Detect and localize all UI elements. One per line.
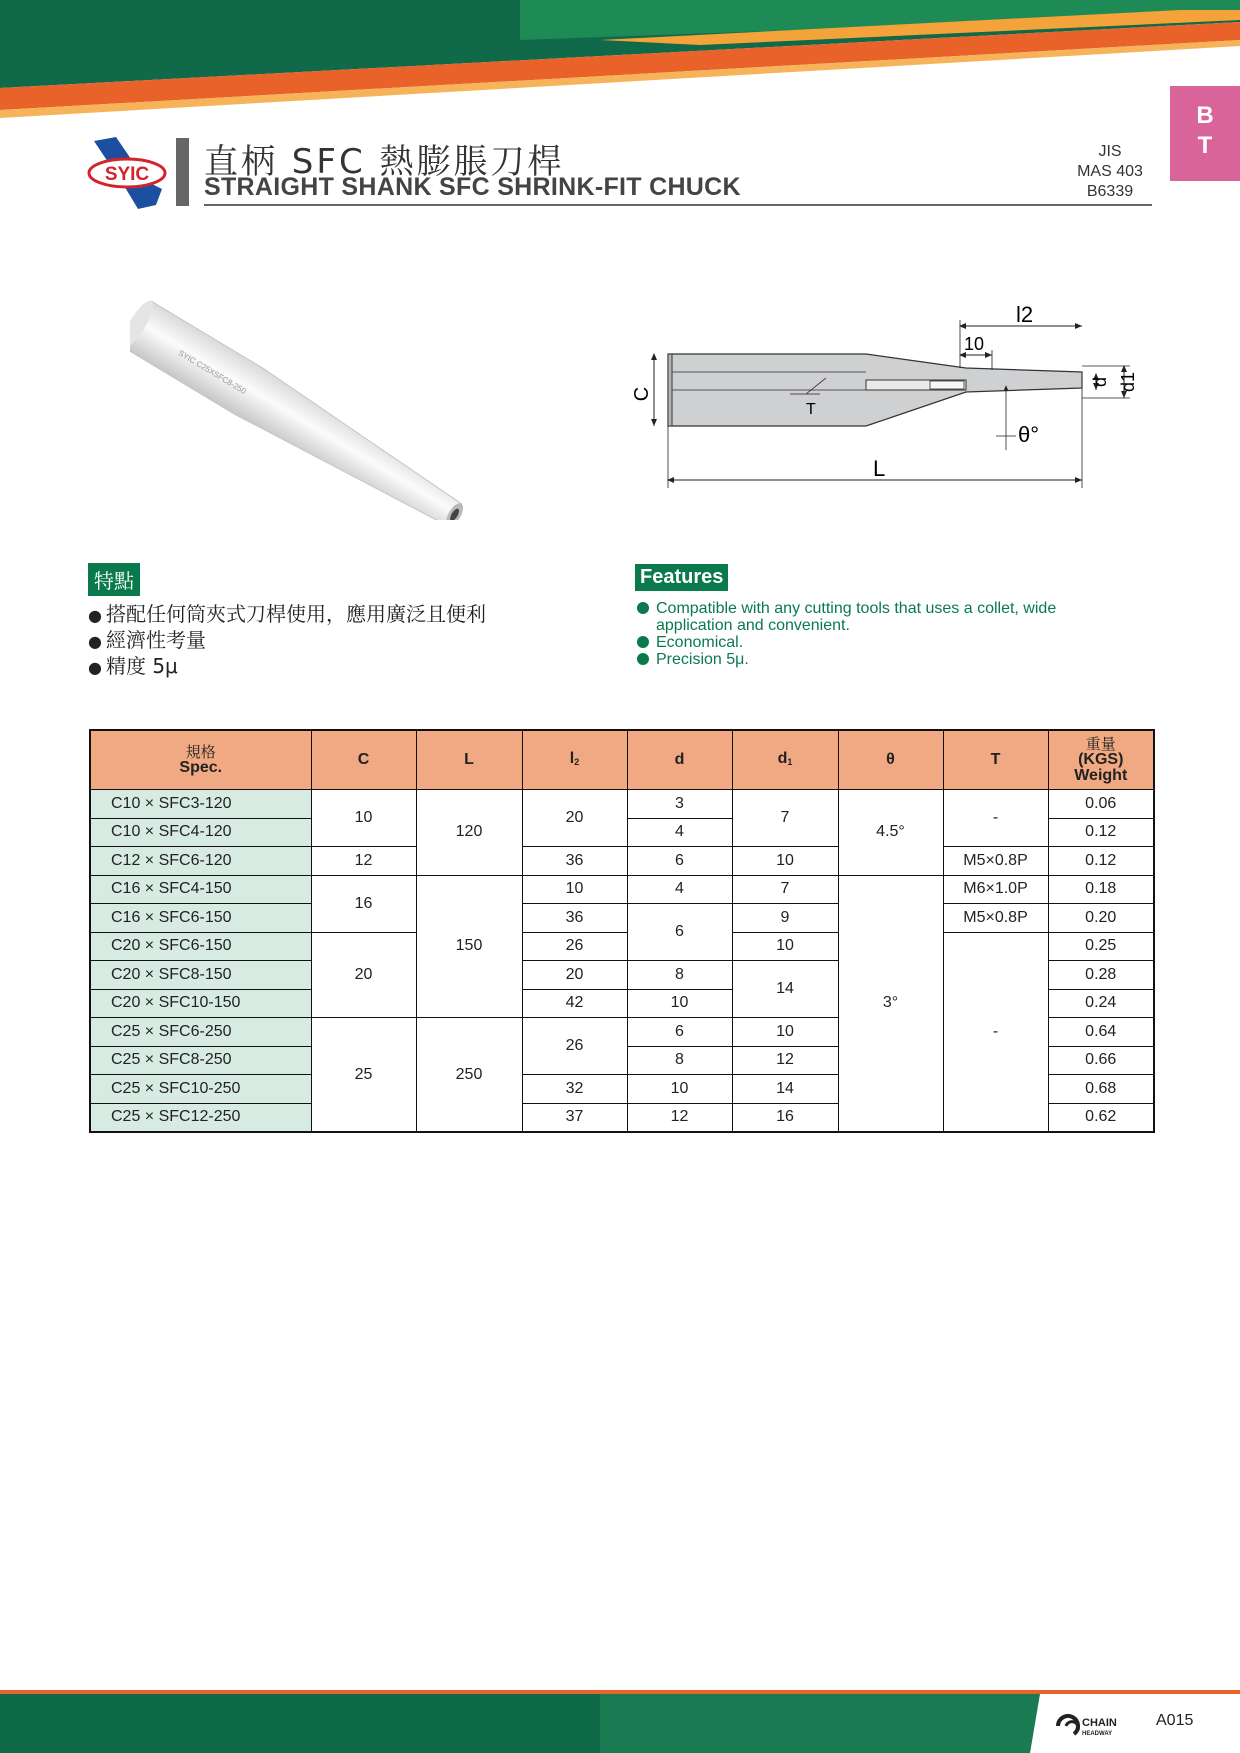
cell-spec: C10 × SFC4-120 [90, 818, 311, 847]
cell-l2: 10 [522, 875, 627, 904]
cell-t: M5×0.8P [943, 847, 1048, 876]
col-header-spec [90, 730, 311, 790]
col-header-d: d [627, 730, 732, 790]
cell-d: 3 [627, 790, 732, 819]
cell-d1: 10 [732, 1018, 838, 1047]
features-cn-heading: 特點 [88, 563, 140, 596]
dim-label-C: C [631, 386, 653, 402]
cell-l: 150 [416, 875, 522, 1018]
cell-d1: 7 [732, 875, 838, 904]
table-row [90, 932, 1154, 961]
list-item: Precision 5μ. [636, 651, 1116, 668]
cell-d1: 16 [732, 1103, 838, 1132]
table-row [90, 790, 1154, 819]
brand-line2: HEADWAY [1082, 1731, 1113, 1737]
product-photo [130, 290, 550, 520]
cell-c: 10 [311, 790, 416, 847]
cell-d1: 14 [732, 961, 838, 1018]
cell-l: 120 [416, 790, 522, 876]
cell-l2: 20 [522, 790, 627, 847]
standard-line: MAS 403 [1077, 163, 1143, 180]
col-header-t: T [943, 730, 1048, 790]
cell-l2: 36 [522, 904, 627, 933]
table-header-row [90, 730, 1154, 790]
cell-d1: 10 [732, 847, 838, 876]
dim-label-L: L [873, 456, 886, 481]
col-header-weight-en: Weight [1074, 767, 1128, 784]
cell-weight: 0.64 [1048, 1018, 1154, 1047]
chain-headway-logo [1056, 1714, 1136, 1738]
cell-weight: 0.06 [1048, 790, 1154, 819]
cell-c: 25 [311, 1018, 416, 1133]
cell-spec: C25 × SFC10-250 [90, 1075, 311, 1104]
tab-letter-2: T [1197, 132, 1213, 159]
cell-weight: 0.24 [1048, 989, 1154, 1018]
cell-c: 12 [311, 847, 416, 876]
cell-spec: C10 × SFC3-120 [90, 790, 311, 819]
header-decor-band [0, 0, 1240, 120]
cell-c: 20 [311, 932, 416, 1018]
col-header-l: L [416, 730, 522, 790]
page-title-cn: 直柄 SFC 熱膨脹刀桿 [204, 142, 565, 182]
cell-weight: 0.66 [1048, 1046, 1154, 1075]
title-underline [204, 204, 1152, 206]
section-tab-bt[interactable] [1170, 86, 1240, 181]
cell-weight: 0.12 [1048, 847, 1154, 876]
standard-line: JIS [1098, 143, 1122, 160]
cell-d: 4 [627, 875, 732, 904]
footer-decor-band [0, 1690, 1240, 1753]
col-header-weight-unit: (KGS) [1078, 751, 1124, 768]
col-header-theta: θ [838, 730, 943, 790]
dim-label-10: 10 [964, 334, 985, 354]
col-header-l2-sub: 2 [574, 756, 580, 767]
cell-d: 10 [627, 989, 732, 1018]
table-row [90, 904, 1154, 933]
cell-spec: C20 × SFC6-150 [90, 932, 311, 961]
page-number: A015 [1156, 1712, 1194, 1729]
cell-spec: C16 × SFC4-150 [90, 875, 311, 904]
dim-label-l2: l2 [1016, 302, 1034, 327]
col-header-l2-text: l [569, 749, 575, 767]
cell-d: 6 [627, 904, 732, 961]
dim-label-T: T [806, 401, 816, 418]
features-en-list [636, 600, 1116, 668]
cell-t: M5×0.8P [943, 904, 1048, 933]
col-header-d1-text: d [777, 749, 788, 767]
col-header-spec-en: Spec. [179, 759, 223, 776]
cell-spec: C25 × SFC12-250 [90, 1103, 311, 1132]
cell-d: 4 [627, 818, 732, 847]
cell-l2: 42 [522, 989, 627, 1018]
cell-spec: C25 × SFC8-250 [90, 1046, 311, 1075]
cell-c: 16 [311, 875, 416, 932]
dim-label-d1: d1 [1118, 371, 1138, 393]
cell-d: 10 [627, 1075, 732, 1104]
technical-drawing [630, 290, 1160, 500]
cell-weight: 0.12 [1048, 818, 1154, 847]
list-item: ● 經濟性考量 [88, 628, 486, 654]
cell-t: - [943, 932, 1048, 1132]
table-row [90, 875, 1154, 904]
cell-theta: 4.5° [838, 790, 943, 876]
col-header-weight-cn: 重量 [1085, 735, 1116, 753]
cell-l2: 20 [522, 961, 627, 990]
cell-spec: C25 × SFC6-250 [90, 1018, 311, 1047]
dim-label-d: d [1090, 376, 1110, 388]
col-header-l2 [522, 730, 627, 790]
list-item: ● 精度 5μ [88, 654, 486, 680]
cell-spec: C20 × SFC10-150 [90, 989, 311, 1018]
cell-d1: 9 [732, 904, 838, 933]
brand-line1: CHAIN [1082, 1717, 1117, 1729]
cell-l2: 26 [522, 932, 627, 961]
syic-logo [86, 135, 168, 215]
col-header-c: C [311, 730, 416, 790]
cell-l2: 37 [522, 1103, 627, 1132]
cell-weight: 0.62 [1048, 1103, 1154, 1132]
cell-d1: 12 [732, 1046, 838, 1075]
col-header-weight [1048, 730, 1154, 790]
page-title-en: STRAIGHT SHANK SFC SHRINK-FIT CHUCK [204, 173, 741, 201]
cell-d: 6 [627, 847, 732, 876]
cell-d: 8 [627, 961, 732, 990]
standard-info [1060, 142, 1160, 202]
list-item: Economical. [636, 634, 1116, 651]
cell-t: M6×1.0P [943, 875, 1048, 904]
col-header-d1 [732, 730, 838, 790]
table-row [90, 847, 1154, 876]
cell-theta: 3° [838, 875, 943, 1132]
cell-t: - [943, 790, 1048, 847]
cell-weight: 0.25 [1048, 932, 1154, 961]
cell-l2: 32 [522, 1075, 627, 1104]
col-header-spec-cn: 規格 [185, 743, 216, 761]
list-item: Compatible with any cutting tools that uses a collet, wide application and convenient. [636, 600, 1116, 634]
cell-spec: C12 × SFC6-120 [90, 847, 311, 876]
cell-weight: 0.28 [1048, 961, 1154, 990]
features-cn-list [88, 602, 486, 680]
cell-d: 6 [627, 1018, 732, 1047]
cell-l2: 26 [522, 1018, 627, 1075]
cell-d1: 14 [732, 1075, 838, 1104]
cell-weight: 0.68 [1048, 1075, 1154, 1104]
dim-label-theta: θ° [1018, 422, 1040, 447]
product-marking: SYIC C25XSFC8-250 [176, 348, 248, 396]
cell-d1: 10 [732, 932, 838, 961]
logo-text: SYIC [104, 164, 150, 185]
spec-table [89, 729, 1155, 1133]
col-header-d1-sub: 1 [787, 756, 793, 767]
cell-weight: 0.20 [1048, 904, 1154, 933]
cell-d: 12 [627, 1103, 732, 1132]
cell-l2: 36 [522, 847, 627, 876]
title-accent-bar [176, 138, 189, 206]
tab-letter-1: B [1196, 102, 1214, 129]
list-item: ● 搭配任何筒夾式刀桿使用，應用廣泛且便利 [88, 602, 486, 628]
cell-d1: 7 [732, 790, 838, 847]
features-en-heading: Features [635, 564, 728, 591]
cell-spec: C20 × SFC8-150 [90, 961, 311, 990]
standard-line: B6339 [1086, 183, 1134, 200]
cell-weight: 0.18 [1048, 875, 1154, 904]
cell-spec: C16 × SFC6-150 [90, 904, 311, 933]
cell-d: 8 [627, 1046, 732, 1075]
cell-l: 250 [416, 1018, 522, 1133]
